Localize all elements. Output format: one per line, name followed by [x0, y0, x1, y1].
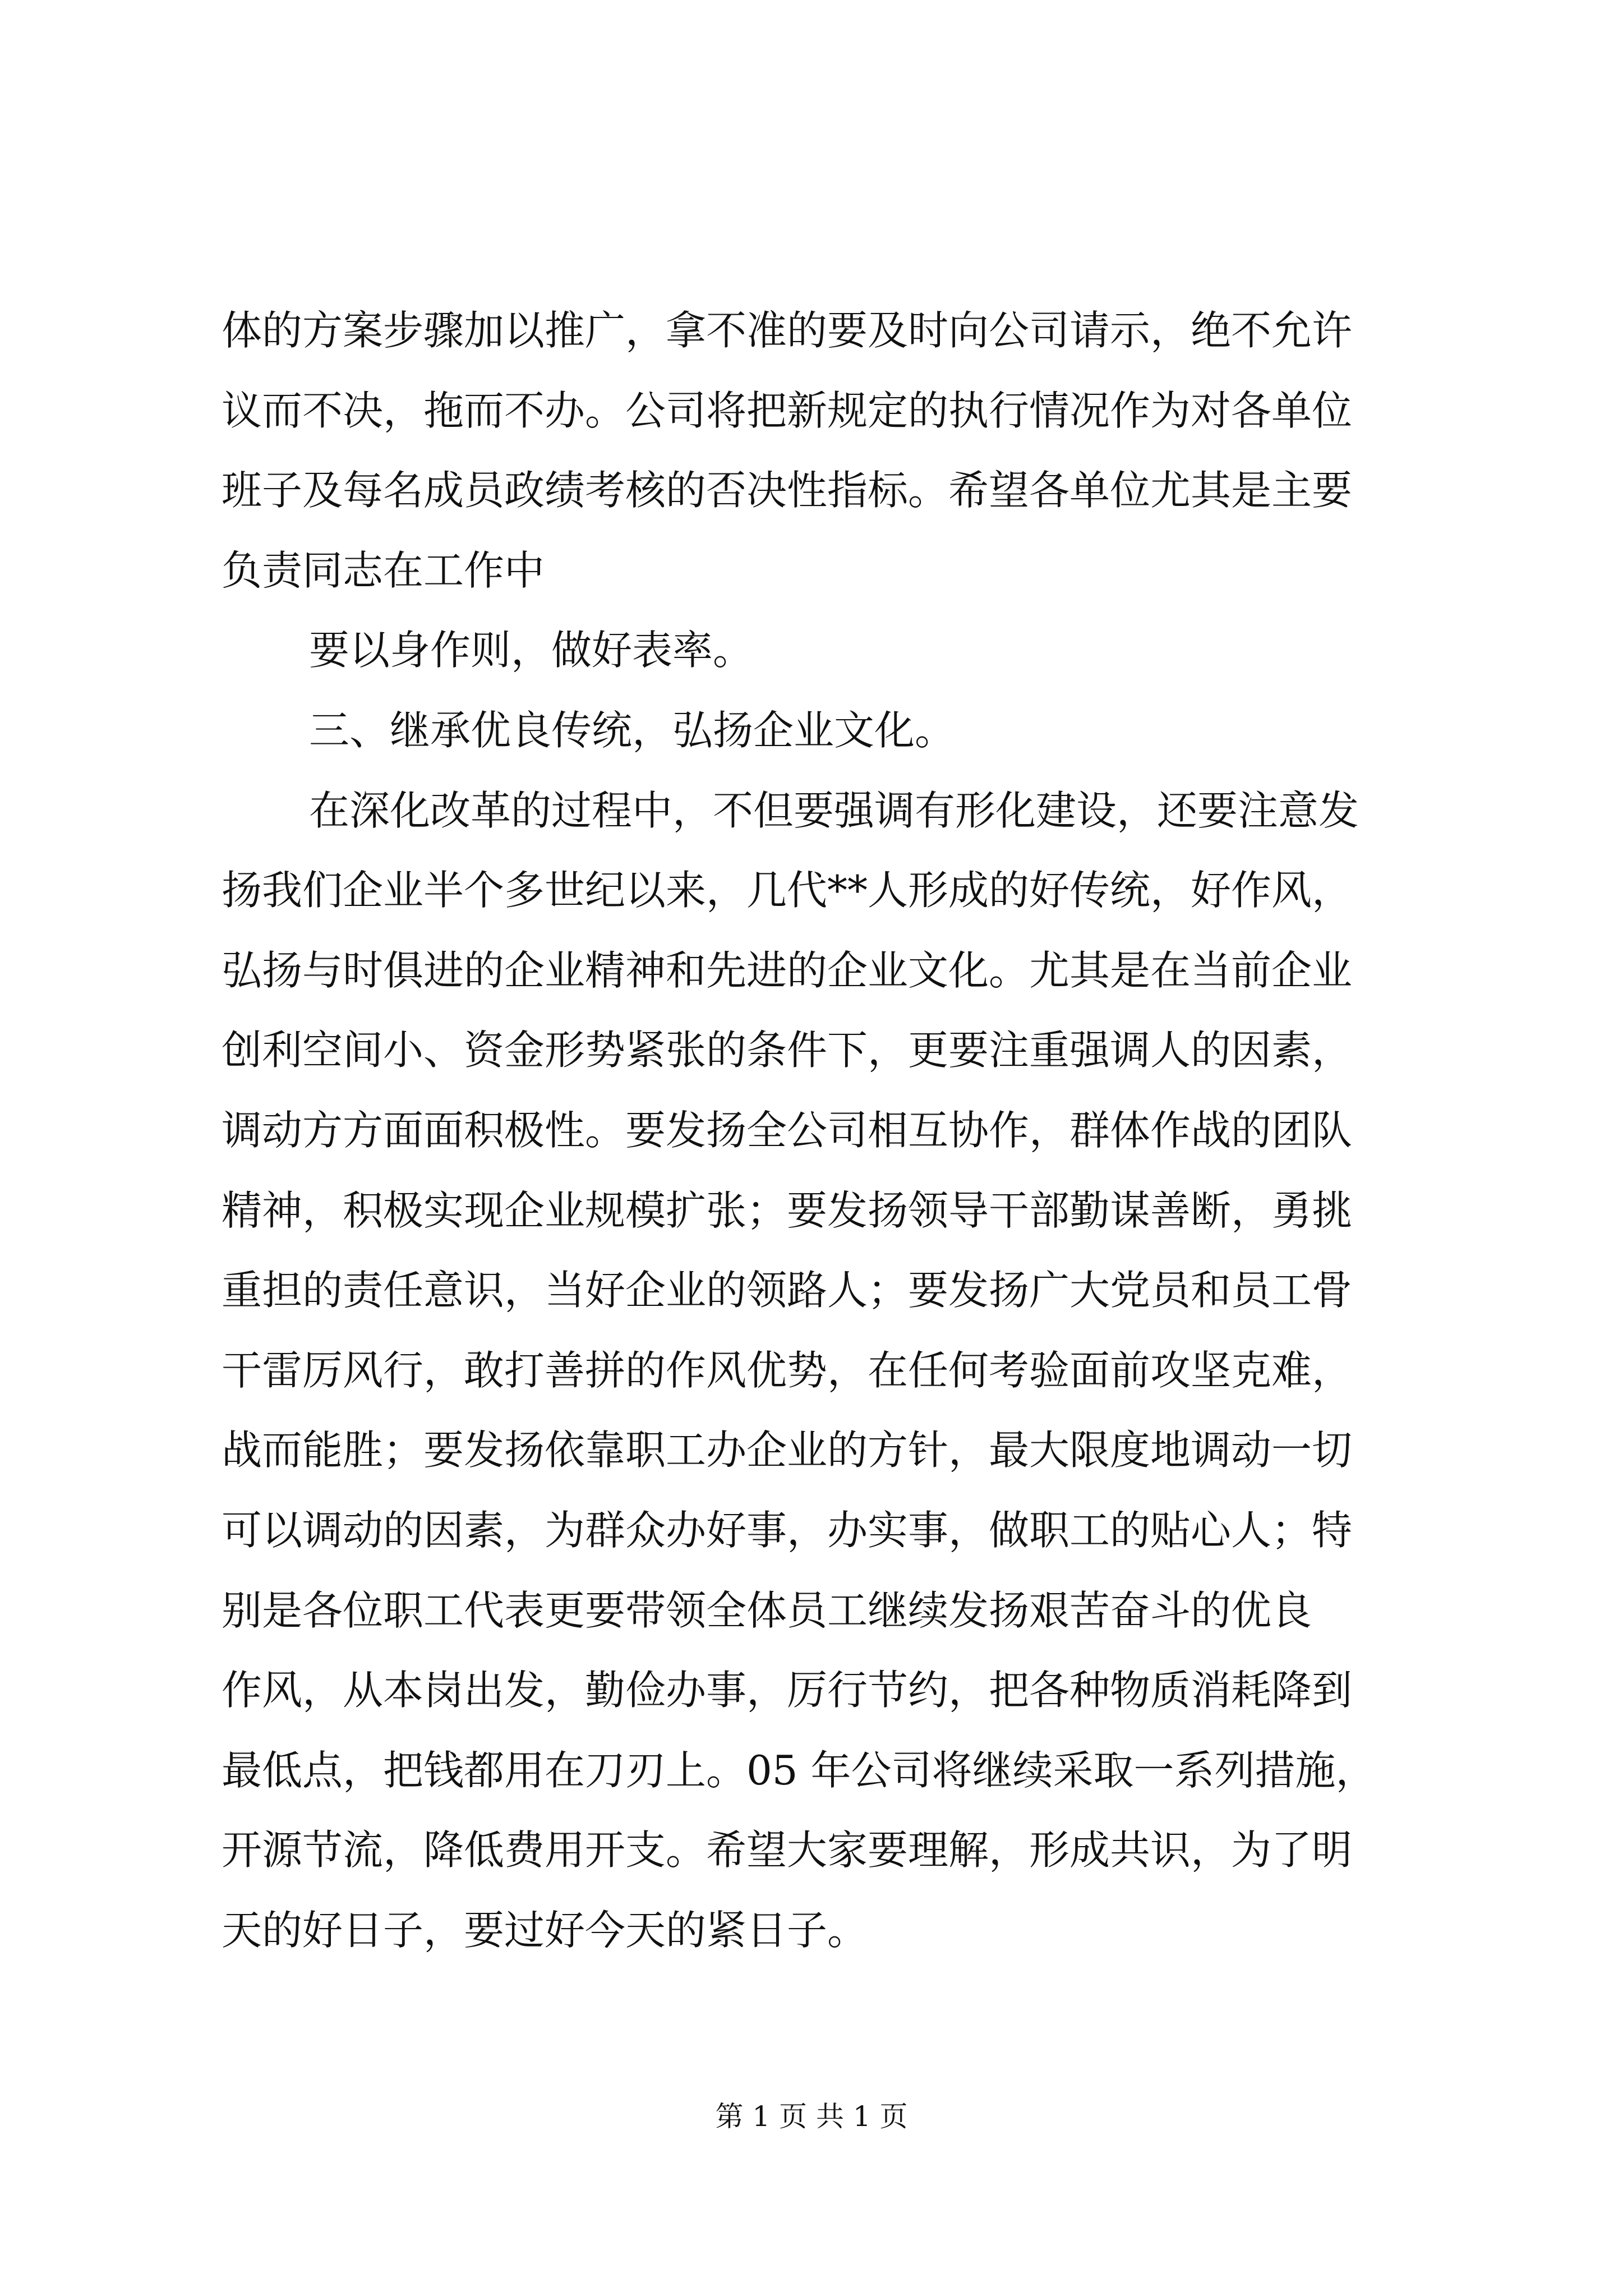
text-line: 天的好日子，要过好今天的紧日子。 — [222, 1906, 868, 1954]
text-line: 精神，积极实现企业规模扩张；要发扬领导干部勤谋善断，勇挑 — [222, 1186, 1353, 1234]
text-line: 创利空间小、资金形势紧张的条件下，更要注重强调人的因素， — [222, 1027, 1353, 1074]
text-line: 可以调动的因素，为群众办好事，办实事，做职工的贴心人；特 — [222, 1506, 1353, 1554]
text-line: 战而能胜；要发扬依靠职工办企业的方针，最大限度地调动一切 — [222, 1427, 1353, 1474]
text-line: 干雷厉风行，敢打善拼的作风优势，在任何考验面前攻坚克难， — [222, 1346, 1353, 1394]
section-heading: 三、继承优良传统，弘扬企业文化。 — [309, 706, 956, 754]
text-line: 最低点，把钱都用在刀刃上。05 年公司将继续采取一系列措施， — [222, 1746, 1376, 1794]
text-line: 体的方案步骤加以推广，拿不准的要及时向公司请示，绝不允许 — [222, 307, 1353, 354]
document-body — [222, 291, 1419, 1970]
text-line: 议而不决，拖而不办。公司将把新规定的执行情况作为对各单位 — [222, 386, 1353, 434]
text-line: 重担的责任意识，当好企业的领路人；要发扬广大党员和员工骨 — [222, 1267, 1353, 1314]
text-line: 作风，从本岗出发，勤俭办事，厉行节约，把各种物质消耗降到 — [222, 1667, 1353, 1714]
text-line: 别是各位职工代表更要带领全体员工继续发扬艰苦奋斗的优良 — [222, 1586, 1312, 1634]
text-line: 开源节流，降低费用开支。希望大家要理解，形成共识，为了明 — [222, 1826, 1353, 1874]
text-line: 调动方方面面积极性。要发扬全公司相互协作，群体作战的团队 — [222, 1106, 1353, 1154]
text-line: 弘扬与时俱进的企业精神和先进的企业文化。尤其是在当前企业 — [222, 946, 1353, 994]
text-line: 在深化改革的过程中，不但要强调有形化建设，还要注意发 — [309, 786, 1359, 834]
text-line: 班子及每名成员政绩考核的否决性指标。希望各单位尤其是主要 — [222, 467, 1353, 514]
text-line: 要以身作则，做好表率。 — [309, 627, 754, 674]
text-line: 负责同志在工作中 — [222, 546, 545, 594]
page-number-footer: 第 1 页 共 1 页 — [715, 2100, 908, 2133]
text-line: 扬我们企业半个多世纪以来，几代**人形成的好传统，好作风， — [222, 867, 1353, 914]
